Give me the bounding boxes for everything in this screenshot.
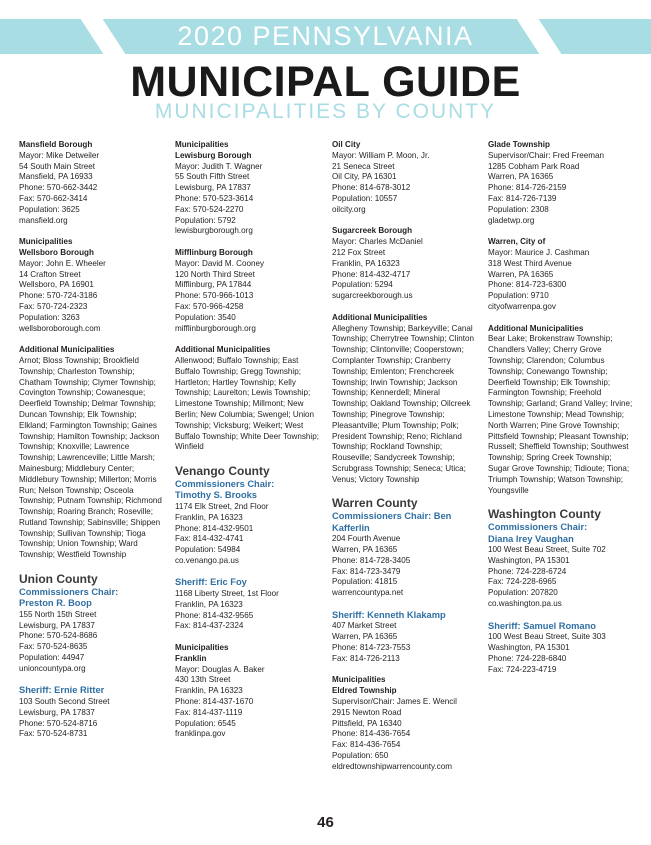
entry-line: Population: 650 (332, 750, 389, 760)
entry-line: sugarcreekborough.us (332, 291, 413, 301)
entry-line: gladetwp.org (488, 215, 535, 225)
entry-line: Lewisburg, PA 17837 (19, 620, 95, 630)
entry-line: Fax: 814-437-1119 (175, 707, 243, 717)
municipality-list: Allegheny Township; Barkeyville; Canal Township; Cherrytree Township; Clinton Township; Clintonville; Cooperstown; Cornplanter Township; Cranberry Township; Emlenton; Frenchcreek Township; Irwin Township; Jackson Township; Kennerdell; Mineral Township; Oakland Township; Oilcreek Township; Pinegrove Township; Pleasantville; Plum Township; Polk; President Township; Reno; Richland Township; Rockland Township; Rouseville; Sandycreek Township; Scrubgrass Township; Seneca; Utica; Venus; Victory Township (332, 323, 475, 484)
entry-line: Fax: 570-524-8731 (19, 729, 88, 739)
municipality-list: Bear Lake; Brokenstraw Township; Chandlers Valley; Cherry Grove Township; Clarendon; Columbus Township; Conewango Township; Deerfield Township; Elk Township; Farmington Township; Freehold Township; Garland; Grand Valley; Irvine; Limestone Township; Mead Township; North Warren; Pine Grove Township; Pittsfield Township; Pleasant Township; Russell; Sheffield Township; Southwest Township; Spring Creek Township; Sugar Grove Township; Tidioute; Tiona; Triumph Township; Watson Township; Youngsville (488, 334, 633, 495)
entry-line: Mayor: Judith T. Wagner (175, 161, 263, 171)
entry-heading: Lewisburg Borough (175, 150, 252, 160)
entry-line: Phone: 814-678-3012 (332, 183, 411, 193)
entry-line: cityofwarrenpa.gov (488, 301, 556, 311)
entry-line: Phone: 814-432-9565 (175, 610, 254, 620)
entry-line: Fax: 724-223-4719 (488, 664, 557, 674)
entry-line: Mayor: Maurice J. Cashman (488, 247, 590, 257)
section-label: Municipalities (175, 140, 229, 149)
entry-line: Washington, PA 15301 (488, 555, 570, 565)
entry-line: Phone: 814-432-9501 (175, 523, 254, 533)
entry-line: Franklin, PA 16323 (332, 258, 400, 268)
entry-line: Mayor: William P. Moon, Jr. (332, 150, 430, 160)
entry-line: Phone: 814-726-2159 (488, 183, 567, 193)
entry-line: Washington, PA 15301 (488, 642, 570, 652)
entry-line: Fax: 570-966-4258 (175, 301, 244, 311)
section-label: Municipalities (332, 675, 386, 685)
municipality-list: Arnot; Bloss Township; Brookfield Township; Charleston Township; Chatham Township; Clymer Township; Covington Township; Cowanesque; Deerfield Township; Delmar Township; Duncan Township; Elk Township; Elkland; Farmington Township; Gaines Township; Hamilton Township; Jackson Township; Knoxville; Lawrence Township; Lawrenceville; Little Marsh; Mainesburg; Middlebury Center; Middlebury Township; Millerton; Morris Run; Nelson Township; Osceola Township; Putnam Township; Richmond Township; Roaring Branch; Roseville; Rutland Township; Sabinsville; Shippen Township; Sullivan Township; Tioga Township; Union Township; Ward Township; Westfield Township (19, 355, 162, 560)
entry-line: Population: 3625 (19, 204, 80, 214)
sheriff-washington (488, 621, 633, 676)
entry-heading: Glade Township (488, 140, 550, 149)
entry-line: Phone: 724-228-6724 (488, 566, 567, 576)
entry-line: Wellsboro, PA 16901 (19, 280, 94, 290)
entry-line: 100 West Beau Street, Suite 702 (488, 545, 606, 555)
page-number: 46 (317, 814, 334, 831)
entry-line: 212 Fox Street (332, 247, 386, 257)
entry-line: lewisburgborough.org (175, 226, 253, 236)
sheriff-name: Sheriff: Kenneth Klakamp (332, 609, 446, 620)
county-heading: Warren County (332, 496, 418, 511)
entry-line: Phone: 814-437-1670 (175, 696, 254, 706)
entry-warren-city (488, 237, 633, 313)
entry-line: unioncountypa.org (19, 663, 86, 673)
section-label: Municipalities (175, 642, 229, 652)
entry-glade (488, 140, 633, 226)
entry-line: 21 Seneca Street (332, 161, 395, 171)
entry-line: Population: 9710 (488, 291, 549, 301)
entry-lewisburg (175, 140, 321, 237)
entry-heading: Mifflinburg Borough (175, 247, 253, 257)
entry-line: Fax: 814-432-4741 (175, 534, 244, 544)
entry-line: Population: 3540 (175, 312, 236, 322)
entry-heading: Additional Municipalities (488, 323, 584, 333)
entry-line: Fax: 570-662-3414 (19, 193, 88, 203)
entry-line: Franklin, PA 16323 (175, 686, 243, 696)
entry-line: Fax: 814-437-2324 (175, 621, 244, 631)
county-heading: Washington County (488, 507, 601, 522)
entry-line: eldredtownshipwarrencounty.com (332, 761, 452, 771)
entry-line: 155 North 15th Street (19, 609, 97, 619)
chair-label: Commissioners Chair: Ben Kafferlin (332, 511, 452, 533)
county-washington (488, 507, 633, 610)
entry-line: Population: 6545 (175, 718, 236, 728)
entry-heading: Additional Municipalities (175, 345, 271, 355)
entry-line: mifflinburgborough.org (175, 323, 256, 333)
column-1 (19, 140, 164, 751)
county-warren (332, 496, 478, 599)
entry-line: Population: 44947 (19, 653, 85, 663)
entry-line: 120 North Third Street (175, 269, 255, 279)
entry-mifflinburg (175, 248, 321, 334)
entry-line: 407 Market Street (332, 621, 397, 631)
entry-line: wellsboroborough.com (19, 323, 101, 333)
entry-line: Phone: 570-523-3614 (175, 193, 254, 203)
entry-line: 318 West Third Avenue (488, 258, 572, 268)
additional-municipalities (19, 345, 164, 561)
entry-heading: Warren, City of (488, 237, 546, 247)
county-venango (175, 464, 321, 567)
entry-line: Fax: 814-723-3479 (332, 566, 401, 576)
section-label: Municipalities (19, 237, 73, 247)
page-title: MUNICIPAL GUIDE (130, 58, 521, 106)
chair-name: Diana Irey Vaughan (488, 533, 574, 544)
entry-line: Warren, PA 16365 (488, 172, 554, 182)
entry-line: Lewisburg, PA 17837 (175, 183, 251, 193)
entry-mansfield (19, 140, 164, 226)
entry-line: 14 Crafton Street (19, 269, 81, 279)
entry-heading: Wellsboro Borough (19, 247, 94, 257)
entry-line: Lewisburg, PA 17837 (19, 707, 95, 717)
entry-line: Population: 10557 (332, 193, 398, 203)
chair-label: Commissioners Chair: (488, 522, 588, 533)
entry-heading: Additional Municipalities (19, 345, 115, 355)
entry-line: Franklin, PA 16323 (175, 512, 243, 522)
entry-line: Phone: 570-524-8716 (19, 718, 98, 728)
entry-heading: Franklin (175, 653, 207, 663)
county-heading: Venango County (175, 463, 270, 478)
chair-name: Timothy S. Brooks (175, 490, 257, 501)
entry-line: Population: 41815 (332, 577, 398, 587)
entry-line: Mayor: John E. Wheeler (19, 258, 106, 268)
column-4 (488, 140, 633, 686)
entry-line: Mayor: Douglas A. Baker (175, 664, 265, 674)
page-subtitle: MUNICIPALITIES BY COUNTY (154, 100, 497, 123)
entry-line: Phone: 814-436-7654 (332, 729, 411, 739)
entry-line: Population: 5294 (332, 280, 393, 290)
entry-line: Fax: 570-524-8635 (19, 642, 88, 652)
entry-line: Phone: 814-723-6300 (488, 280, 567, 290)
entry-line: Population: 2308 (488, 204, 549, 214)
sheriff-union (19, 685, 164, 740)
entry-line: co.venango.pa.us (175, 555, 239, 565)
column-2 (175, 140, 321, 751)
entry-line: Population: 54984 (175, 545, 241, 555)
entry-line: Mansfield, PA 16933 (19, 172, 93, 182)
chair-label: Commissioners Chair: (175, 478, 275, 489)
sheriff-warren (332, 610, 478, 665)
entry-line: Fax: 570-724-2323 (19, 301, 88, 311)
entry-line: Mayor: Charles McDaniel (332, 237, 423, 247)
entry-line: Fax: 724-228-6965 (488, 577, 557, 587)
entry-line: Phone: 724-228-6840 (488, 653, 567, 663)
entry-line: Supervisor/Chair: Fred Freeman (488, 150, 605, 160)
entry-heading: Mansfield Borough (19, 140, 93, 149)
chair-name: Preston R. Boop (19, 598, 92, 609)
entry-line: Mifflinburg, PA 17844 (175, 280, 252, 290)
banner-title: 2020 PENNSYLVANIA (177, 21, 474, 51)
entry-line: 204 Fourth Avenue (332, 534, 401, 544)
entry-line: 54 South Main Street (19, 161, 96, 171)
entry-heading: Additional Municipalities (332, 312, 428, 322)
entry-line: Warren, PA 16365 (488, 269, 554, 279)
entry-line: franklinpa.gov (175, 729, 226, 739)
entry-line: Supervisor/Chair: James E. Wencil (332, 696, 457, 706)
entry-line: 1174 Elk Street, 2nd Floor (175, 501, 269, 511)
entry-line: Oil City, PA 16301 (332, 172, 397, 182)
entry-line: Phone: 570-524-8686 (19, 631, 98, 641)
entry-line: Fax: 814-726-2113 (332, 653, 400, 663)
entry-line: Franklin, PA 16323 (175, 599, 243, 609)
entry-line: 1168 Liberty Street, 1st Floor (175, 588, 279, 598)
entry-line: Warren, PA 16365 (332, 545, 398, 555)
entry-line: Phone: 570-966-1013 (175, 291, 254, 301)
entry-eldred (332, 675, 478, 772)
entry-line: mansfield.org (19, 215, 68, 225)
entry-wellsboro (19, 237, 164, 334)
county-heading: Union County (19, 571, 98, 586)
entry-sugarcreek (332, 226, 478, 302)
additional-municipalities (488, 324, 633, 497)
entry-line: Warren, PA 16365 (332, 632, 398, 642)
sheriff-name: Sheriff: Samuel Romano (488, 620, 596, 631)
entry-franklin (175, 643, 321, 740)
sheriff-name: Sheriff: Ernie Ritter (19, 685, 105, 696)
entry-line: Pittsfield, PA 16340 (332, 718, 402, 728)
entry-line: Mayor: David M. Cooney (175, 258, 265, 268)
entry-line: Population: 3263 (19, 312, 80, 322)
entry-line: Fax: 814-436-7654 (332, 740, 401, 750)
entry-line: oilcity.org (332, 204, 366, 214)
additional-municipalities (332, 313, 478, 486)
entry-heading: Eldred Township (332, 686, 397, 696)
entry-line: co.washington.pa.us (488, 599, 562, 609)
entry-oil-city (332, 140, 478, 216)
entry-line: Population: 5792 (175, 215, 236, 225)
entry-line: 103 South Second Street (19, 696, 110, 706)
entry-line: 1285 Cobham Park Road (488, 161, 580, 171)
entry-line: Mayor: Mike Detweiler (19, 150, 100, 160)
chair-label: Commissioners Chair: (19, 586, 119, 597)
entry-line: 2915 Newton Road (332, 707, 402, 717)
municipality-list: Allenwood; Buffalo Township; East Buffalo Township; Gregg Township; Hartleton; Hartley Township; Kelly Township; Laurelton; Lewis Township; Limestone Township; Millmont; New Berlin; New Columbia; Swengel; Union Township; Vicksburg; Weikert; West Buffalo Township; White Deer Township; Winfield (175, 355, 319, 452)
entry-line: Fax: 814-726-7139 (488, 193, 557, 203)
entry-heading: Oil City (332, 140, 361, 149)
entry-line: 100 West Beau Street, Suite 303 (488, 632, 606, 642)
entry-line: Phone: 814-728-3405 (332, 555, 411, 565)
entry-line: Phone: 570-662-3442 (19, 183, 98, 193)
entry-heading: Sugarcreek Borough (332, 226, 413, 236)
entry-line: warrencountypa.net (332, 588, 404, 598)
entry-line: Phone: 814-723-7553 (332, 642, 411, 652)
entry-line: 430 13th Street (175, 675, 231, 685)
sheriff-name: Sheriff: Eric Foy (175, 577, 247, 588)
sheriff-venango (175, 577, 321, 632)
entry-line: Phone: 814-432-4717 (332, 269, 411, 279)
entry-line: Fax: 570-524-2270 (175, 204, 244, 214)
entry-line: Phone: 570-724-3186 (19, 291, 98, 301)
additional-municipalities (175, 345, 321, 453)
entry-line: 55 South Fifth Street (175, 172, 250, 182)
county-union (19, 572, 164, 675)
column-3 (332, 140, 478, 783)
entry-line: Population: 207820 (488, 588, 558, 598)
